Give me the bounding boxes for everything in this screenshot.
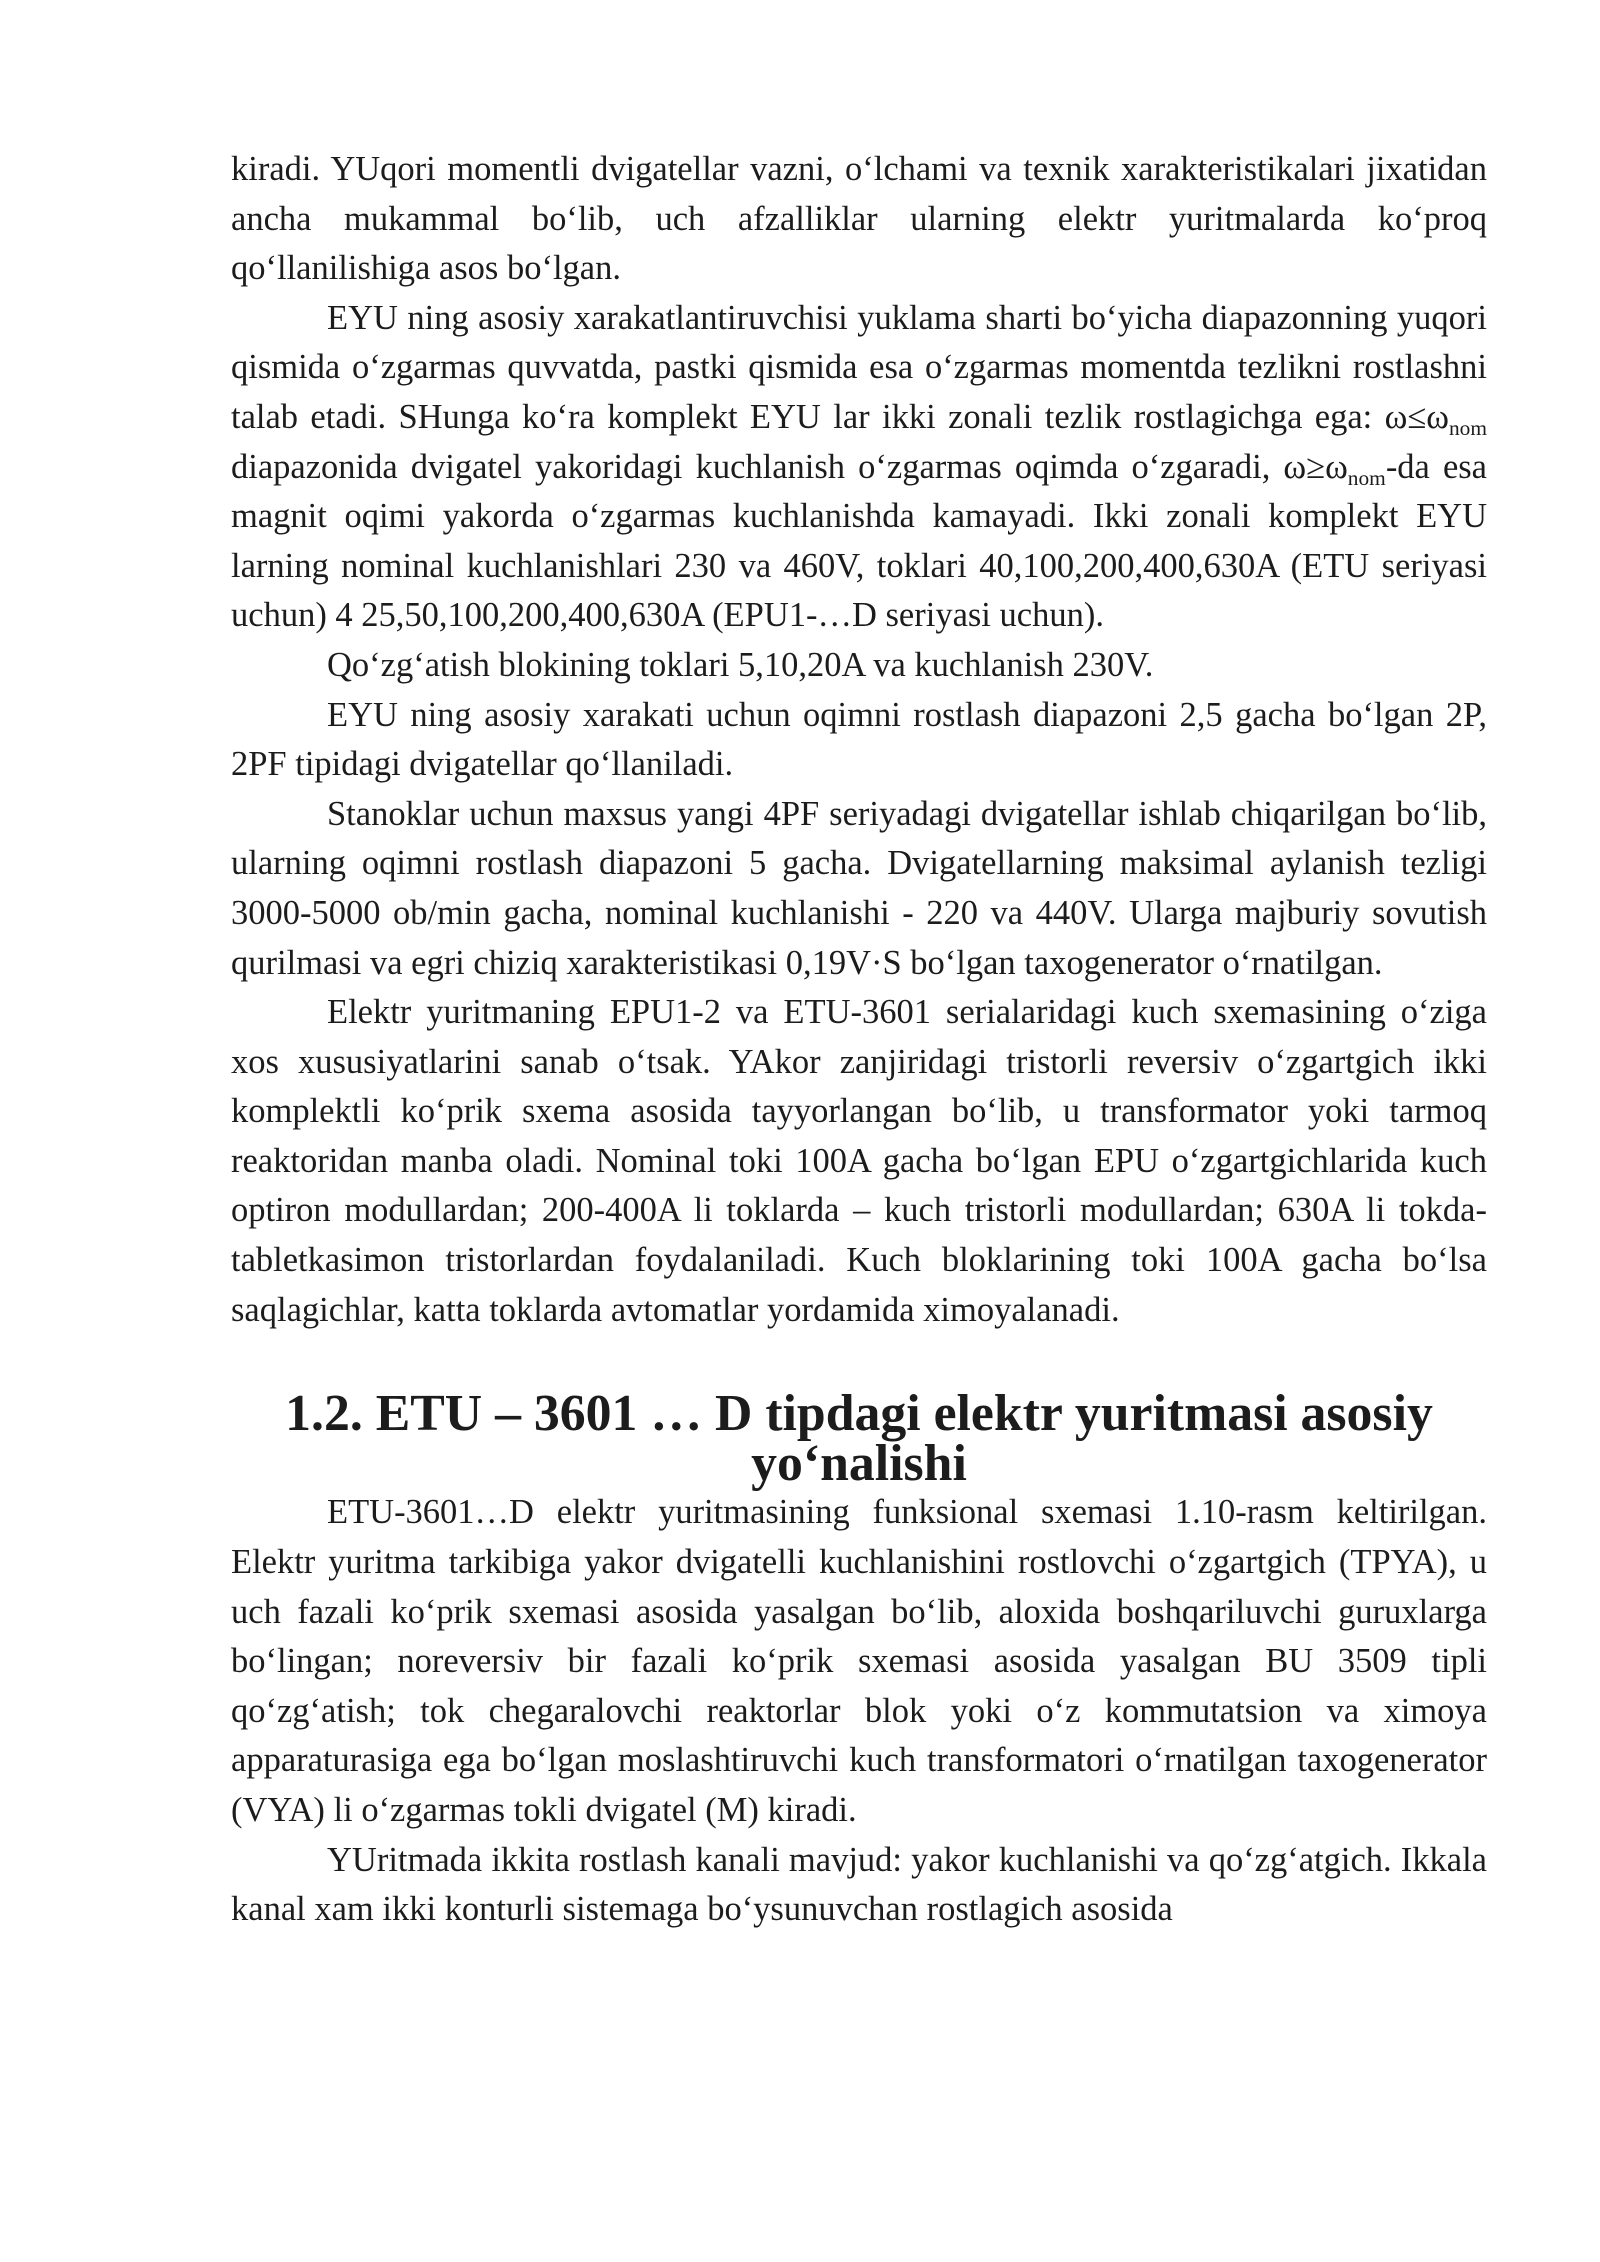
paragraph-text-segment: -da esa magnit oqimi yakorda o‘zgarmas kuchlanishda kamayadi. Ikki zonali komplekt EYU larning nominal kuchlanishlari 230 va 460V, toklari 40,100,200,400,630A (ETU seriyasi uchun) 4 25,50,100,200,400,630A (EPU1-…D seriyasi uchun). [231,447,1487,635]
document-page [231,145,1487,1935]
subscript-nom: nom [1347,465,1386,490]
section-heading: 1.2. ETU – 3601 … D tipdagi elektr yuritmasi asosiy yo‘nalishi [285,1385,1433,1492]
paragraph-intro-continuation: kiradi. YUqori momentli dvigatellar vazni, o‘lchami va texnik xarakteristikalari jixatidan ancha mukammal bo‘lib, uch afzalliklar ularning elektr yuritmalarda ko‘proq qo‘llanilishiga asos bo‘lgan. [231,150,1487,288]
paragraph-text-segment: EYU ning asosiy xarakatlantiruvchisi yuklama sharti bo‘yicha diapazonning yuqori qismida o‘zgarmas quvvatda, pastki qismida esa o‘zgarmas momentda tezlikni rostlashni talab etadi. SHunga ko‘ra komplekt EYU lar ikki zonali tezlik rostlagichga ega: ω≤ω [231,298,1487,436]
paragraph-4pf-series: Stanoklar uchun maxsus yangi 4PF seriyadagi dvigatellar ishlab chiqarilgan bo‘lib, ularning oqimni rostlash diapazoni 5 gacha. Dvigatellarning maksimal aylanish tezligi 3000-5000 ob/min gacha, nominal kuchlanishi - 220 va 440V. Ularga majburiy sovutish qurilmasi va egri chiziq xarakteristikasi 0,19V·S bo‘lgan taxogenerator o‘rnatilgan. [231,794,1487,982]
paragraph-speed-regulation [231,294,1487,641]
paragraph-motor-types: EYU ning asosiy xarakati uchun oqimni rostlash diapazoni 2,5 gacha bo‘lgan 2P, 2PF tipidagi dvigatellar qo‘llaniladi. [231,695,1487,784]
paragraph-power-circuit: Elektr yuritmaning EPU1-2 va ETU-3601 serialaridagi kuch sxemasining o‘ziga xos xususiyatlarini sanab o‘tsak. YAkor zanjiridagi tristorli reversiv o‘zgartgich ikki komplektli ko‘prik sxema asosida tayyorlangan bo‘lib, u transformator yoki tarmoq reaktoridan manba oladi. Nominal toki 100A gacha bo‘lgan EPU o‘zgartgichlarida kuch optiron modullardan; 200-400A li toklarda – kuch tristorli modullardan; 630A li tokda-tabletkasimon tristorlardan foydalaniladi. Kuch bloklarining toki 100A gacha bo‘lsa saqlagichlar, katta toklarda avtomatlar yordamida ximoyalanadi. [231,993,1487,1329]
subscript-nom: nom [1448,415,1487,440]
paragraph-functional-scheme: ETU-3601…D elektr yuritmasining funksional sxemasi 1.10-rasm keltirilgan. Elektr yuritma tarkibiga yakor dvigatelli kuchlanishini rostlovchi o‘zgartgich (TPYA), u uch fazali ko‘prik sxemasi asosida yasalgan bo‘lib, aloxida boshqariluvchi guruxlarga bo‘lingan; noreversiv bir fazali ko‘prik sxemasi asosida yasalgan BU 3509 tipli qo‘zg‘atish; tok chegaralovchi reaktorlar blok yoki o‘z kommutatsion va ximoya apparaturasiga ega bo‘lgan moslashtiruvchi kuch transformatori o‘rnatilgan taxogenerator (VYA) li o‘zgarmas tokli dvigatel (M) kiradi. [231,1493,1487,1829]
paragraph-text-segment: diapazonida dvigatel yakoridagi kuchlanish o‘zgarmas oqimda o‘zgaradi, ω≥ω [231,447,1348,486]
paragraph-control-channels: YUritmada ikkita rostlash kanali mavjud: yakor kuchlanishi va qo‘zg‘atgich. Ikkala kanal xam ikki konturli sistemaga bo‘ysunuvchan rostlagich asosida [231,1840,1487,1929]
paragraph-excitation-block: Qo‘zg‘atish blokining toklari 5,10,20A va kuchlanish 230V. [327,645,1154,684]
